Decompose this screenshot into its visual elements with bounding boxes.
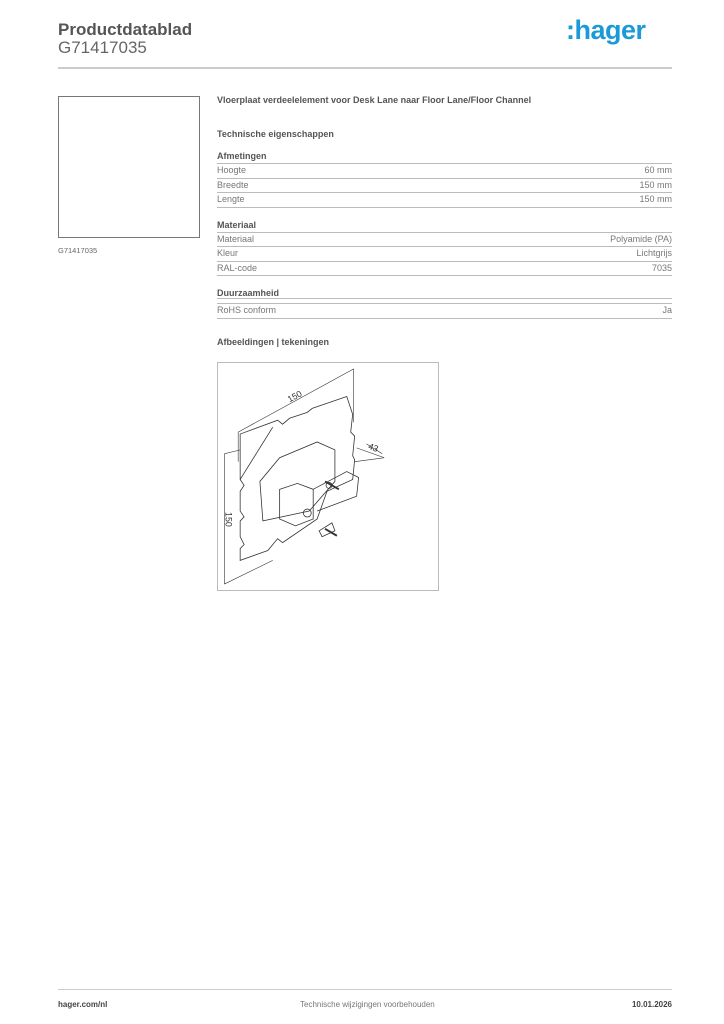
- group-title: Afmetingen: [217, 151, 672, 164]
- product-image-caption: G71417035: [58, 246, 98, 255]
- product-title: Vloerplaat verdeelelement voor Desk Lane naar Floor Lane/Floor Channel: [217, 95, 532, 105]
- spec-label: Materiaal: [217, 233, 255, 244]
- specs: [217, 95, 672, 359]
- spec-row: [217, 262, 672, 277]
- spec-label: RAL-code: [217, 262, 258, 273]
- spec-row: [217, 164, 672, 179]
- spec-row: [217, 179, 672, 194]
- spec-value: Ja: [662, 305, 672, 315]
- spec-value: 7035: [651, 262, 672, 273]
- spec-value: 60 mm: [644, 165, 672, 175]
- footer-divider: [58, 989, 672, 990]
- hager-logo: :hager: [566, 15, 646, 45]
- spec-row: [217, 303, 672, 319]
- technical-drawing: [217, 362, 439, 591]
- footer-date: 10.01.2026: [631, 1000, 672, 1009]
- product-code: G71417035: [58, 38, 147, 57]
- section-title: Technische eigenschappen: [217, 129, 334, 139]
- spec-value: 150 mm: [639, 194, 672, 204]
- header-divider: [58, 67, 672, 69]
- spec-label: RoHS conform: [217, 305, 277, 315]
- spec-row: [217, 247, 672, 262]
- spec-value: 150 mm: [639, 179, 672, 190]
- spec-row: [217, 193, 672, 208]
- spec-row: [217, 233, 672, 248]
- dimension-width: 150: [285, 388, 304, 405]
- spec-label: Breedte: [217, 179, 249, 190]
- dimension-height: 150: [223, 512, 234, 527]
- spec-label: Kleur: [217, 248, 239, 258]
- spec-label: Hoogte: [217, 165, 247, 175]
- spec-label: Lengte: [217, 194, 245, 204]
- group-title: Materiaal: [217, 220, 672, 233]
- dimension-depth: 43: [366, 441, 380, 454]
- document-title: Productdatablad: [58, 20, 193, 39]
- drawings-title: Afbeeldingen | tekeningen: [217, 336, 330, 347]
- product-image: [58, 96, 200, 238]
- footer-note: Technische wijzigingen voorbehouden: [300, 1000, 435, 1009]
- group-title: Duurzaamheid: [217, 288, 672, 299]
- footer-website: hager.com/nl: [58, 1000, 108, 1009]
- spec-value: Lichtgrijs: [636, 248, 672, 258]
- spec-value: Polyamide (PA): [610, 233, 672, 244]
